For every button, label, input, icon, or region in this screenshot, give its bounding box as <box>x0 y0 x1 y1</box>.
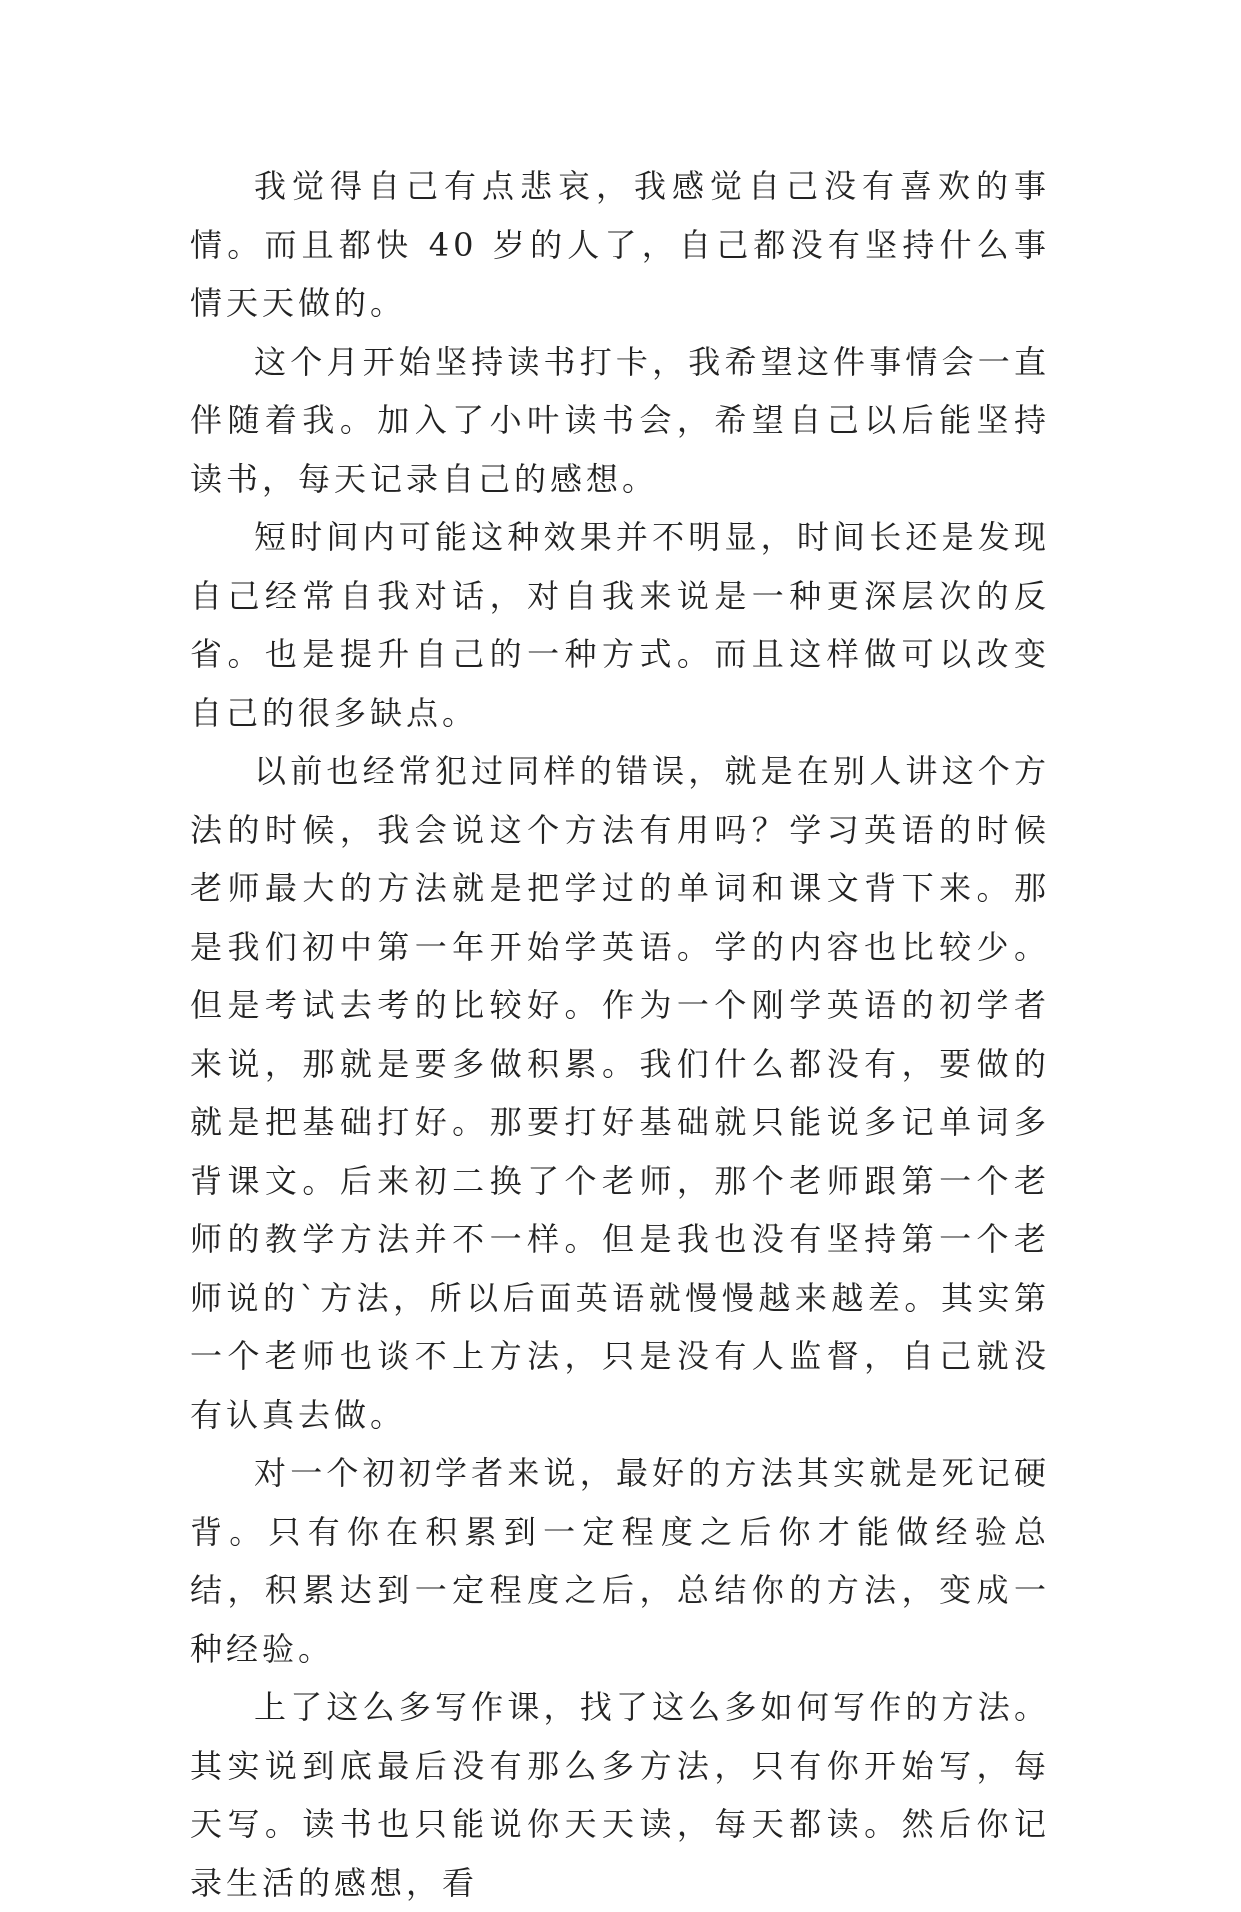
paragraph: 这个月开始坚持读书打卡，我希望这件事情会一直伴随着我。加入了小叶读书会，希望自己以后能坚持读书，每天记录自己的感想。 <box>190 342 1050 498</box>
paragraph: 短时间内可能这种效果并不明显，时间长还是发现自己经常自我对话，对自我来说是一种更深层次的反省。也是提升自己的一种方式。而且这样做可以改变自己的很多缺点。 <box>190 518 1050 732</box>
paragraph: 我觉得自己有点悲哀，我感觉自己没有喜欢的事情。而且都快 40 岁的人了，自己都没有坚持什么事情天天做的。 <box>190 167 1050 322</box>
paragraph: 以前也经常犯过同样的错误，就是在别人讲这个方法的时候，我会说这个方法有用吗？学习英语的时候老师最大的方法就是把学过的单词和课文背下来。那是我们初中第一年开始学英语。学的内容也比较少。但是考试去考的比较好。作为一个刚学英语的初学者来说，那就是要多做积累。我们什么都没有，要做的就是把基础打好。那要打好基础就只能说多记单词多背课文。后来初二换了个老师，那个老师跟第一个老师的教学方法并不一样。但是我也没有坚持第一个老师说的`方法，所以后面英语就慢慢越来越差。其实第一个老师也谈不上方法，只是没有人监督，自己就没有认真去做。 <box>190 752 1050 1434</box>
paragraph: 对一个初初学者来说，最好的方法其实就是死记硬背。只有你在积累到一定程度之后你才能做经验总结，积累达到一定程度之后，总结你的方法，变成一种经验。 <box>190 1454 1050 1668</box>
paragraph: 上了这么多写作课，找了这么多如何写作的方法。其实说到底最后没有那么多方法，只有你开始写，每天写。读书也只能说你天天读，每天都读。然后你记录生活的感想，看 <box>190 1688 1050 1902</box>
document-body <box>190 157 1050 1912</box>
